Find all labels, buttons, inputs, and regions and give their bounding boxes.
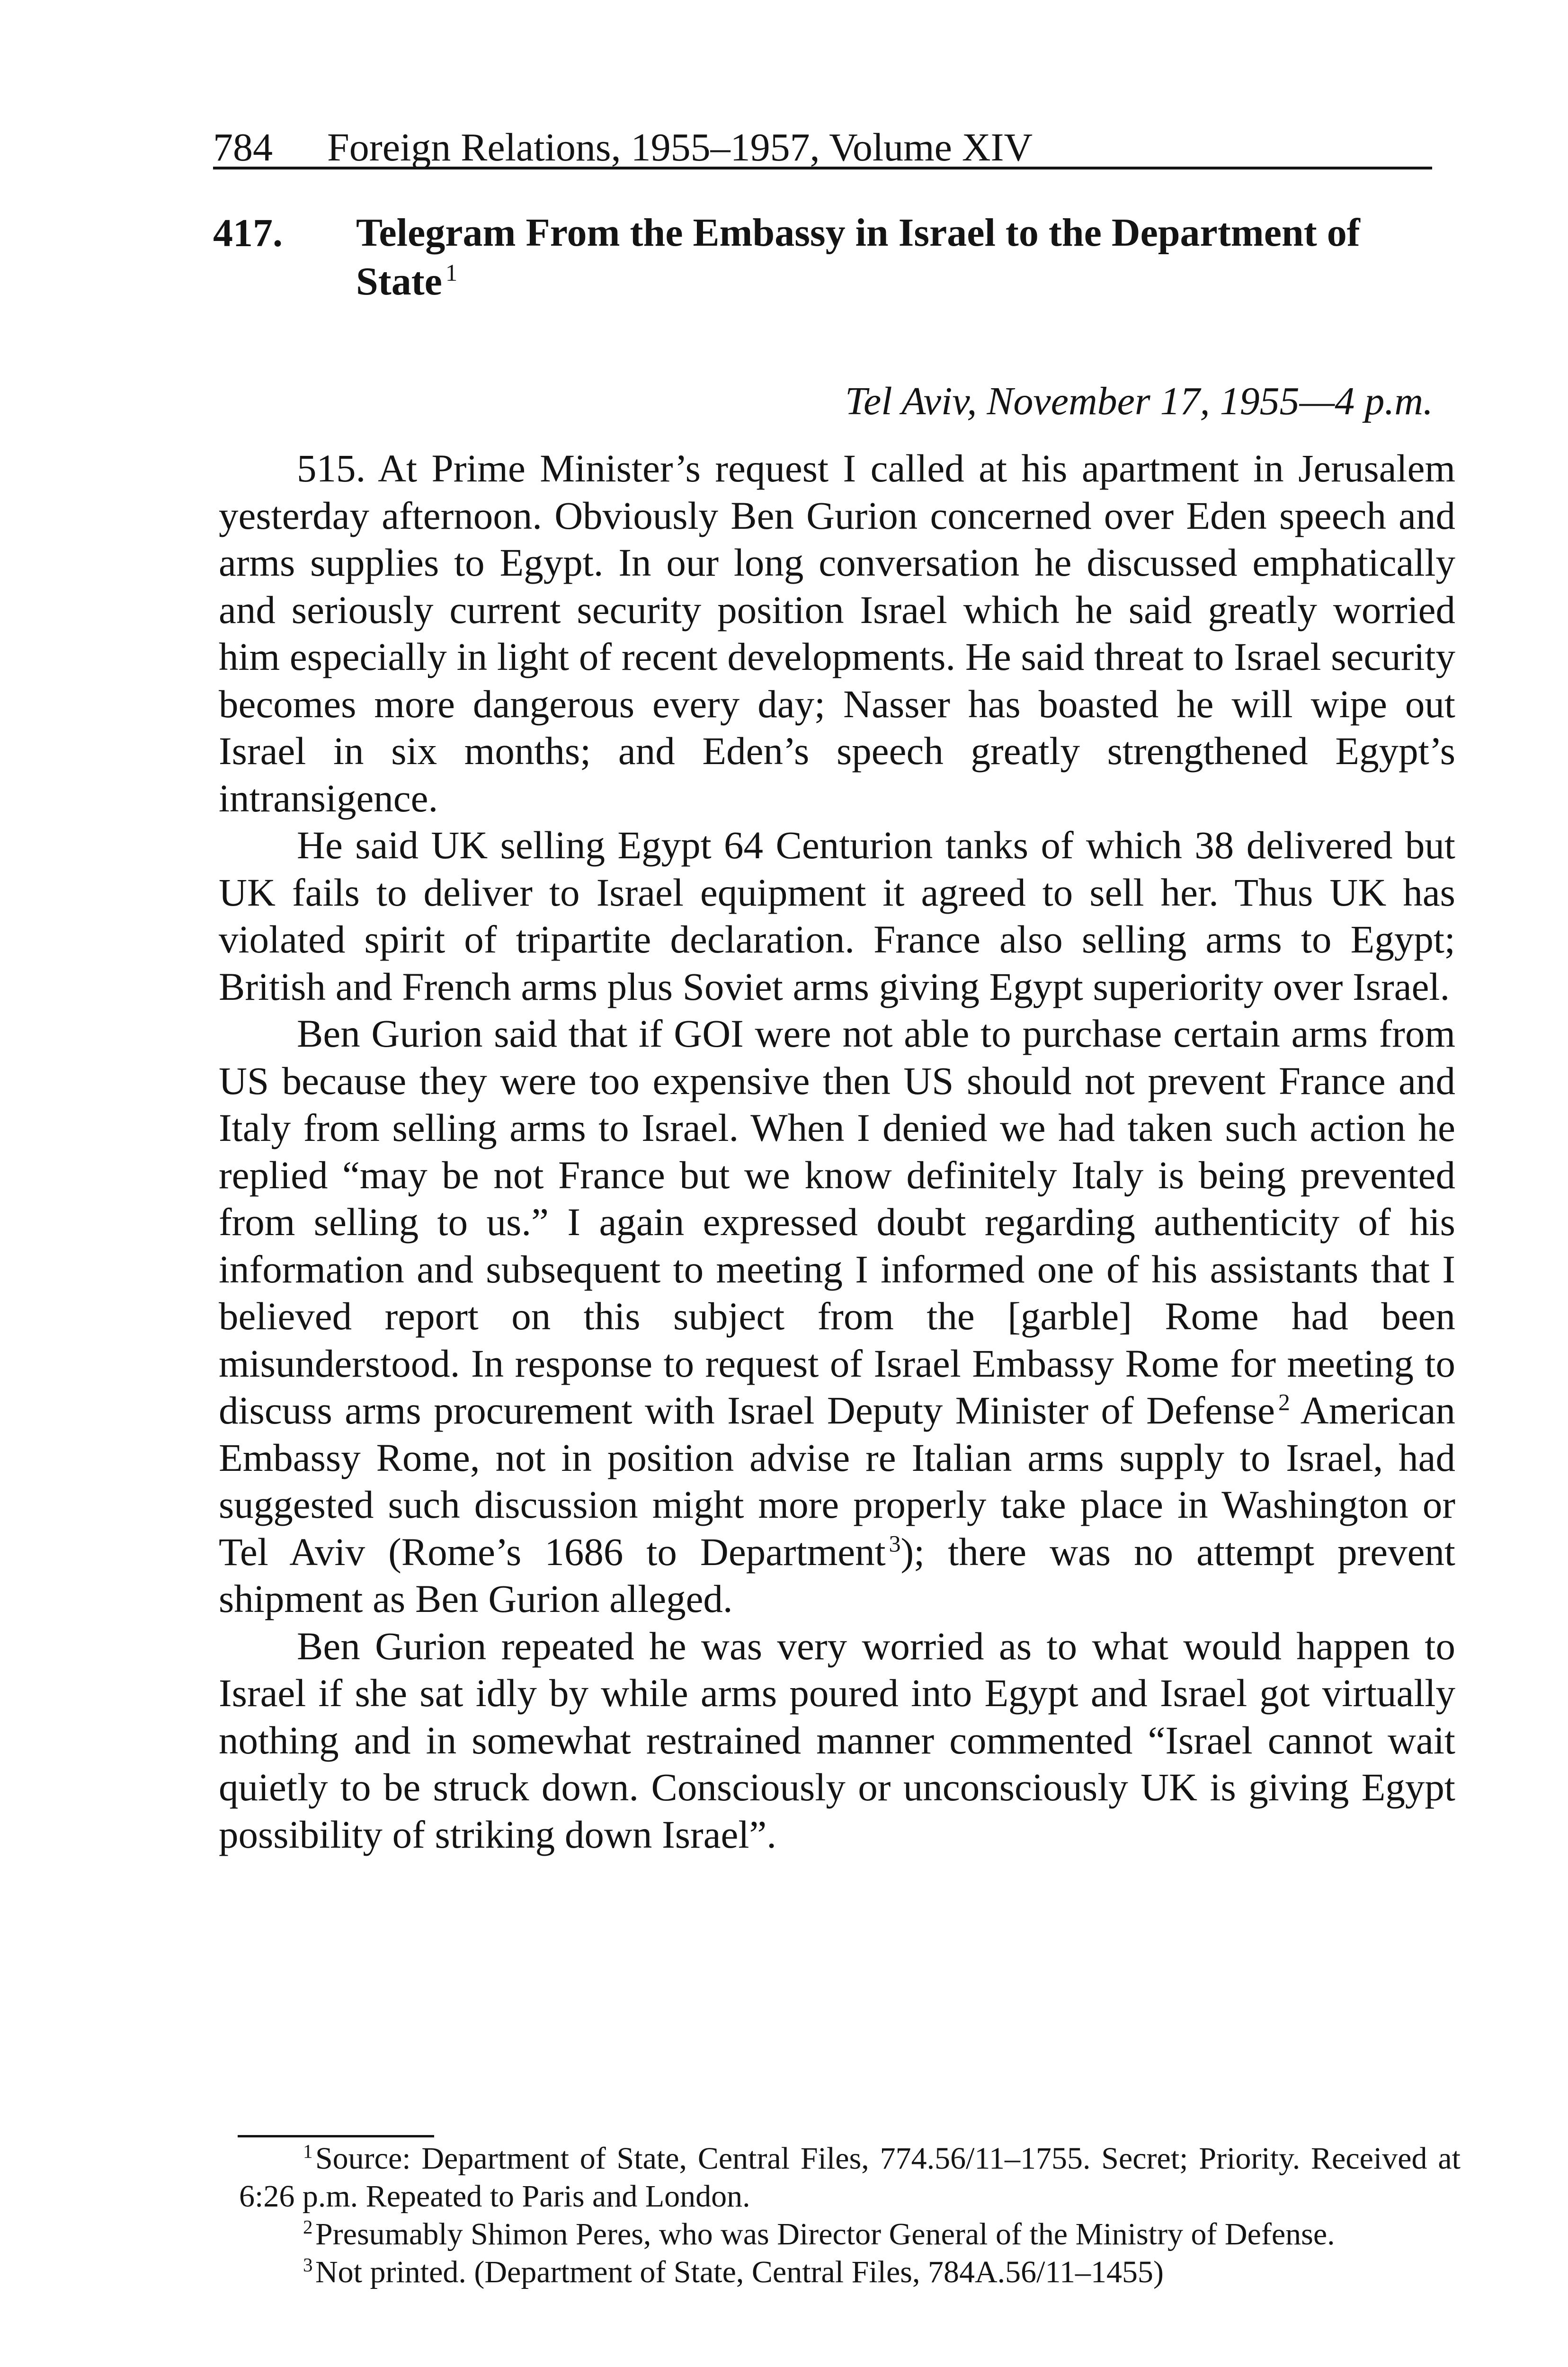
footnote-ref-1: 1 [445, 259, 458, 286]
footnote-rule [238, 2135, 434, 2137]
footnote-1-mark: 1 [303, 2141, 313, 2162]
paragraph-4: Ben Gurion repeated he was very worried as to what would happen to Israel if she sat idly by while arms poured into Egypt and Israel got virtually nothing and in somewhat restrained manner commented “Israel cannot wait quietly to be struck down. Consciously or unconsciously UK is giving Egypt possibility of striking down Israel”. [219, 1624, 1455, 1856]
header-rule [213, 167, 1432, 169]
dateline: Tel Aviv, November 17, 1955—4 p.m. [845, 379, 1433, 423]
running-head [213, 124, 1432, 171]
footnotes [239, 2140, 1461, 2291]
document-number: 417. [213, 211, 283, 255]
footnote-3 [239, 2253, 1461, 2291]
page-number: 784 [213, 125, 273, 169]
document-title [356, 208, 1440, 306]
footnote-ref-2: 2 [1278, 1389, 1290, 1415]
paragraph-3-part-b: American Embassy Rome, not in position advise re Italian arms supply to Israel, had suggested such discussion might more properly take place in Washington or Tel Aviv (Rome’s 1686 to Department [219, 1388, 1456, 1574]
paragraph-3 [219, 1010, 1455, 1623]
telegram-body [219, 445, 1455, 1858]
footnote-3-mark: 3 [303, 2254, 313, 2276]
footnote-ref-3: 3 [889, 1530, 901, 1557]
footnote-2-mark: 2 [303, 2216, 313, 2238]
paragraph-3-part-c: ); there was no attempt prevent shipment as Ben Gurion alleged. [219, 1530, 1455, 1620]
footnote-2 [239, 2216, 1461, 2253]
footnote-1-text: Source: Department of State, Central Files, 774.56/11–1755. Secret; Priority. Received at 6:26 p.m. Repeated to Paris and London. [239, 2141, 1461, 2214]
footnote-2-text: Presumably Shimon Peres, who was Director General of the Ministry of Defense. [315, 2217, 1335, 2251]
publication-title: Foreign Relations, 1955–1957, Volume XIV [327, 125, 1033, 169]
footnote-3-text: Not printed. (Department of State, Central Files, 784A.56/11–1455) [315, 2255, 1164, 2289]
document-title-text: Telegram From the Embassy in Israel to the Department of State [356, 211, 1360, 303]
footnote-1 [239, 2140, 1461, 2216]
paragraph-3-part-a: Ben Gurion said that if GOI were not able to purchase certain arms from US because they were too expensive then US should not prevent France and Italy from selling arms to Israel. When I denied we had taken such action he replied “may be not France but we know definitely Italy is being prevented from selling to us.” I again expressed doubt regarding authenticity of his information and subsequent to meeting I informed one of his assistants that I believed report on this subject from the [garble] Rome had been misunderstood. In response to request of Israel Embassy Rome for meeting to discuss arms procurement with Israel Deputy Minister of Defense [219, 1012, 1455, 1432]
paragraph-1: 515. At Prime Minister’s request I called at his apartment in Jerusalem yesterday afternoon. Obviously Ben Gurion concerned over Eden speech and arms supplies to Egypt. In our long conversation he discussed emphatically and seriously current security position Israel which he said greatly worried him especially in light of recent developments. He said threat to Israel security becomes more dangerous every day; Nasser has boasted he will wipe out Israel in six months; and Eden’s speech greatly strengthened Egypt’s intransigence. [219, 446, 1455, 820]
paragraph-2: He said UK selling Egypt 64 Centurion tanks of which 38 delivered but UK fails to deliver to Israel equipment it agreed to sell her. Thus UK has violated spirit of tripartite declaration. France also selling arms to Egypt; British and French arms plus Soviet arms giving Egypt superiority over Israel. [219, 823, 1455, 1008]
